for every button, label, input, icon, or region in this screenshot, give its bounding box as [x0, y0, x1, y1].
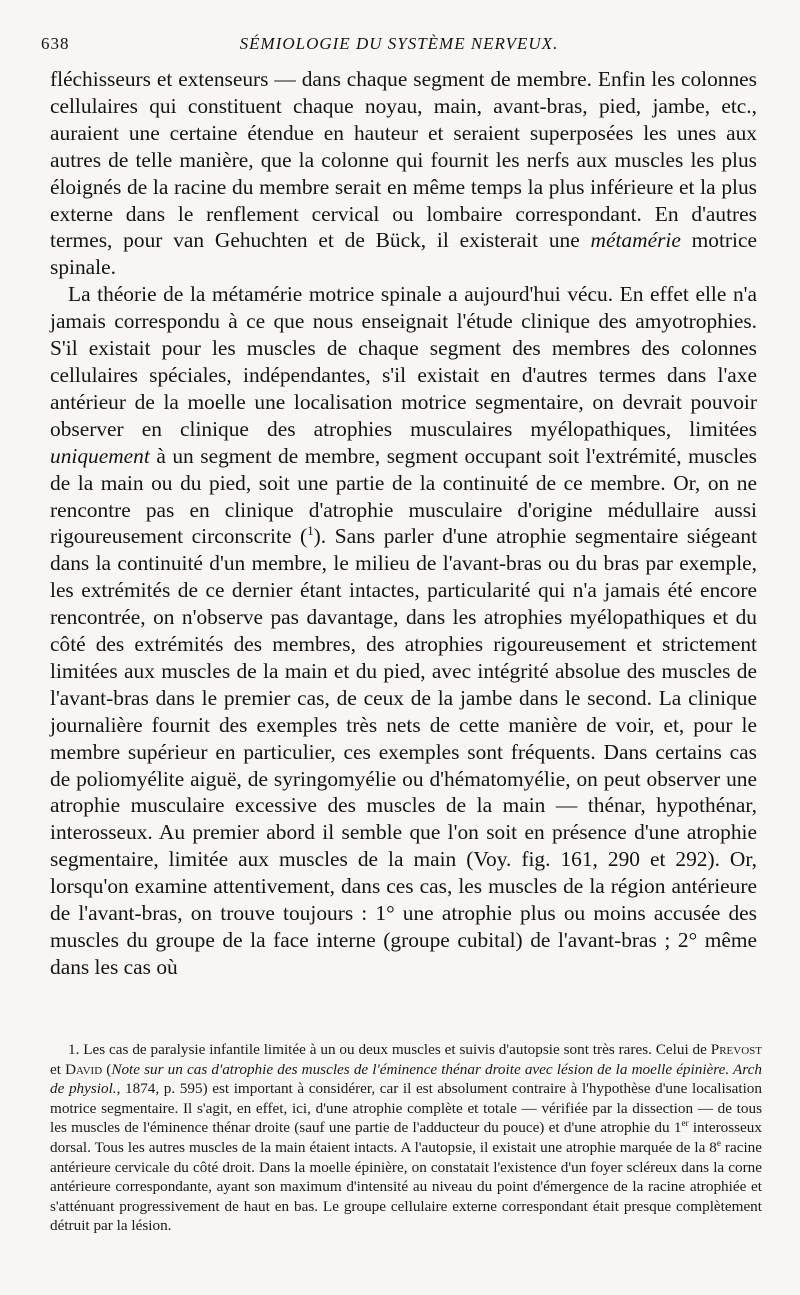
italic-term: uniquement: [50, 443, 150, 468]
citation-title: Note sur un cas d'atrophie des muscles de l'éminence thénar droite avec lésion de la moelle épinière. Arch de physiol.: [50, 1060, 762, 1098]
text-run: ). Sans parler d'une atrophie segmentaire siégeant dans la continuité d'un membre, le milieu de l'avant-bras ou du bras par exemple, les extrémités de ce dernier étant intactes, particularité qui n'a jamais été encore rencontrée, on n'observe pas davantage, dans les atrophies myélopathiques et du côté des extrémités des membres, des atrophies rigoureusement et strictement limitées aux muscles de la main et du pied, avec intégrité absolue des muscles de l'avant-bras dans le premier cas, de ceux de la jambe dans le second. La clinique journalière fournit des exemples très nets de cette manière de voir, et, pour le membre supérieur en particulier, ces exemples sont fréquents. Dans certains cas de poliomyélite aiguë, de syringomyélie ou d'hématomyélie, on peut observer une atrophie musculaire excessive des muscles de la main — thénar, hypothénar, interosseux. Au premier abord il semble que l'on soit en présence d'une atrophie segmentaire, limitée aux muscles de la main (Voy. fig. 161, 290 et 292). Or, lorsqu'on examine attentivement, dans ces cas, les muscles de la région antérieure de l'avant-bras, on trouve toujours : 1° une atrophie plus ou moins accusée des muscles du groupe de la face interne (groupe cubital) de l'avant-bras ; 2° même dans les cas où: [50, 524, 758, 979]
text-run: , 1874, p. 595) est important à considérer, car il est absolument contraire à l'hypothèse d'une localisation motrice segmentaire. Il s'agit, en effet, ici, d'une atrophie complète et totale — vérifiée par la dissection — de tous les muscles de l'éminence thénar droite (sauf une partie de l'adducteur du pouce) et d'une atrophie du 1: [50, 1080, 762, 1137]
page-number: 638: [41, 34, 70, 53]
running-title: SÉMIOLOGIE DU SYSTÈME NERVEUX.: [239, 34, 559, 53]
text-run: à un segment de membre, segment occupant soit l'extrémité, muscles de la main ou du pied, soit une partie de la continuité de ce membre. Or, on ne rencontre pas en clinique d'atrophie musculaire d'origine médullaire aussi rigoureusement circonscrite (: [50, 443, 757, 549]
paragraph: [50, 281, 757, 981]
italic-term: métamérie: [590, 228, 681, 253]
text-run: et: [50, 1060, 66, 1078]
main-text: [50, 66, 757, 981]
superscript: e: [716, 1137, 721, 1148]
text-run: interosseux dorsal. Tous les autres muscles de la main étaient intacts. A l'autopsie, il existait une atrophie marquée de la 8: [50, 1119, 762, 1156]
text-run: fléchisseurs et extenseurs — dans chaque segment de membre. Enfin les colonnes cellulaires qui constituent chaque noyau, main, avant-bras, pied, jambe, etc., auraient une certaine étendue en hauteur et seraient superposées les unes aux autres de telle manière, que la colonne qui fournit les nerfs aux muscles les plus éloignés de la racine du membre serait en même temps la plus inférieure et la plus externe dans le renflement cervical ou lombaire correspondant. En d'autres termes, pour van Gehuchten et de Bück, il existerait une: [50, 67, 757, 253]
superscript: er: [681, 1118, 689, 1129]
footnote-ref: 1: [307, 524, 314, 539]
text-run: racine antérieure cervicale du côté droit. Dans la moelle épinière, on constatait l'existence d'un foyer scléreux dans la corne antérieure correspondante, ayant son maximum d'intensité au niveau du point d'émergence de la racine atrophiée et s'atténuant progressivement de haut en bas. Le groupe cellulaire externe correspondant était presque complètement détruit par la lésion.: [50, 1138, 763, 1235]
text-run: (: [102, 1060, 112, 1078]
paragraph: [50, 66, 757, 281]
author-name: Prevost: [710, 1041, 762, 1058]
author-name: David: [65, 1060, 103, 1078]
page-header: [41, 30, 757, 58]
footnote: [50, 1040, 762, 1236]
text-run: La théorie de la métamérie motrice spinale a aujourd'hui vécu. En effet elle n'a jamais correspondu à ce que nous enseignait l'étude clinique des amyotrophies. S'il existait pour les muscles de chaque segment des membres des colonnes cellulaires spéciales, indépendantes, s'il existait en d'autres termes dans l'axe antérieur de la moelle une localisation motrice segmentaire, on devrait pouvoir observer en clinique des atrophies musculaires myélopathiques, limitées: [50, 282, 757, 441]
text-run: motrice spinale.: [50, 228, 757, 280]
footnotes: [50, 1040, 762, 1236]
text-run: 1. Les cas de paralysie infantile limitée à un ou deux muscles et suivis d'autopsie sont très rares. Celui de: [68, 1041, 711, 1058]
